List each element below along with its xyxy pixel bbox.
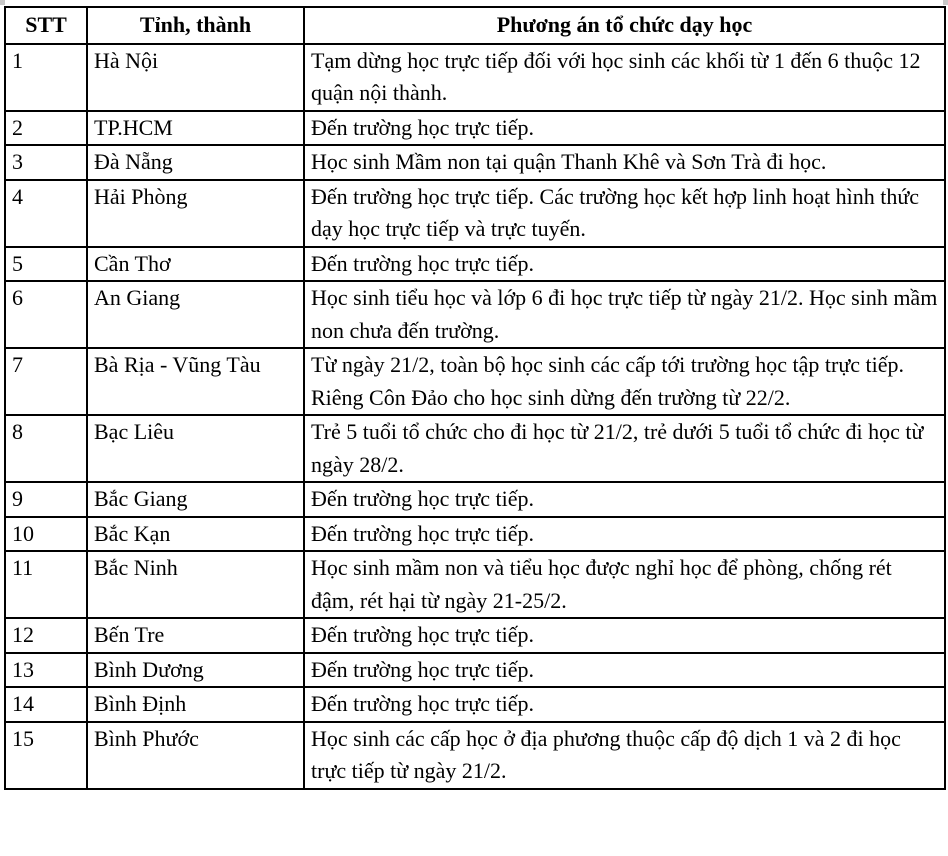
cell-province: Hà Nội xyxy=(87,44,304,111)
table-row xyxy=(5,517,945,552)
cell-plan: Đến trường học trực tiếp. xyxy=(304,517,945,552)
corner-mark-right xyxy=(943,0,948,5)
cell-province: Bình Định xyxy=(87,687,304,722)
cell-plan: Học sinh Mầm non tại quận Thanh Khê và Sơn Trà đi học. xyxy=(304,145,945,180)
cell-stt: 13 xyxy=(5,653,87,688)
table-row xyxy=(5,348,945,415)
cell-plan: Đến trường học trực tiếp. xyxy=(304,111,945,146)
table-header-row xyxy=(5,7,945,44)
table-row xyxy=(5,618,945,653)
cell-plan: Đến trường học trực tiếp. xyxy=(304,618,945,653)
cell-stt: 5 xyxy=(5,247,87,282)
cell-province: Đà Nẵng xyxy=(87,145,304,180)
cell-stt: 1 xyxy=(5,44,87,111)
cell-plan: Trẻ 5 tuổi tổ chức cho đi học từ 21/2, trẻ dưới 5 tuổi tổ chức đi học từ ngày 28/2. xyxy=(304,415,945,482)
cell-plan: Học sinh tiểu học và lớp 6 đi học trực tiếp từ ngày 21/2. Học sinh mầm non chưa đến trường. xyxy=(304,281,945,348)
cell-stt: 10 xyxy=(5,517,87,552)
cell-stt: 8 xyxy=(5,415,87,482)
header-province: Tỉnh, thành xyxy=(87,7,304,44)
cell-stt: 3 xyxy=(5,145,87,180)
cell-stt: 14 xyxy=(5,687,87,722)
table-row xyxy=(5,415,945,482)
cell-province: Bến Tre xyxy=(87,618,304,653)
table-row xyxy=(5,111,945,146)
header-plan: Phương án tổ chức dạy học xyxy=(304,7,945,44)
cell-province: Cần Thơ xyxy=(87,247,304,282)
cell-province: Bắc Giang xyxy=(87,482,304,517)
cell-stt: 7 xyxy=(5,348,87,415)
cell-plan: Tạm dừng học trực tiếp đối với học sinh các khối từ 1 đến 6 thuộc 12 quận nội thành. xyxy=(304,44,945,111)
cell-province: Bình Dương xyxy=(87,653,304,688)
cell-plan: Từ ngày 21/2, toàn bộ học sinh các cấp tới trường học tập trực tiếp. Riêng Côn Đảo cho học sinh dừng đến trường từ 22/2. xyxy=(304,348,945,415)
cell-province: TP.HCM xyxy=(87,111,304,146)
cell-stt: 9 xyxy=(5,482,87,517)
header-stt: STT xyxy=(5,7,87,44)
table-row xyxy=(5,653,945,688)
cell-province: An Giang xyxy=(87,281,304,348)
table-row xyxy=(5,247,945,282)
cell-stt: 6 xyxy=(5,281,87,348)
table-row xyxy=(5,180,945,247)
table-row xyxy=(5,687,945,722)
cell-province: Hải Phòng xyxy=(87,180,304,247)
table-row xyxy=(5,145,945,180)
cell-plan: Học sinh mầm non và tiểu học được nghỉ học để phòng, chống rét đậm, rét hại từ ngày 21-25/2. xyxy=(304,551,945,618)
cell-plan: Đến trường học trực tiếp. xyxy=(304,482,945,517)
corner-mark-left xyxy=(0,0,5,5)
cell-stt: 15 xyxy=(5,722,87,789)
cell-stt: 2 xyxy=(5,111,87,146)
cell-plan: Đến trường học trực tiếp. xyxy=(304,653,945,688)
school-plan-table xyxy=(4,6,946,790)
cell-province: Bạc Liêu xyxy=(87,415,304,482)
table-row xyxy=(5,44,945,111)
cell-plan: Đến trường học trực tiếp. Các trường học kết hợp linh hoạt hình thức dạy học trực tiếp và trực tuyến. xyxy=(304,180,945,247)
cell-plan: Đến trường học trực tiếp. xyxy=(304,687,945,722)
table-row xyxy=(5,551,945,618)
cell-stt: 11 xyxy=(5,551,87,618)
cell-province: Bà Rịa - Vũng Tàu xyxy=(87,348,304,415)
table-row xyxy=(5,722,945,789)
cell-province: Bình Phước xyxy=(87,722,304,789)
table-row xyxy=(5,482,945,517)
cell-stt: 12 xyxy=(5,618,87,653)
cell-province: Bắc Kạn xyxy=(87,517,304,552)
cell-plan: Đến trường học trực tiếp. xyxy=(304,247,945,282)
cell-plan: Học sinh các cấp học ở địa phương thuộc cấp độ dịch 1 và 2 đi học trực tiếp từ ngày 21/2. xyxy=(304,722,945,789)
cell-province: Bắc Ninh xyxy=(87,551,304,618)
cell-stt: 4 xyxy=(5,180,87,247)
table-row xyxy=(5,281,945,348)
